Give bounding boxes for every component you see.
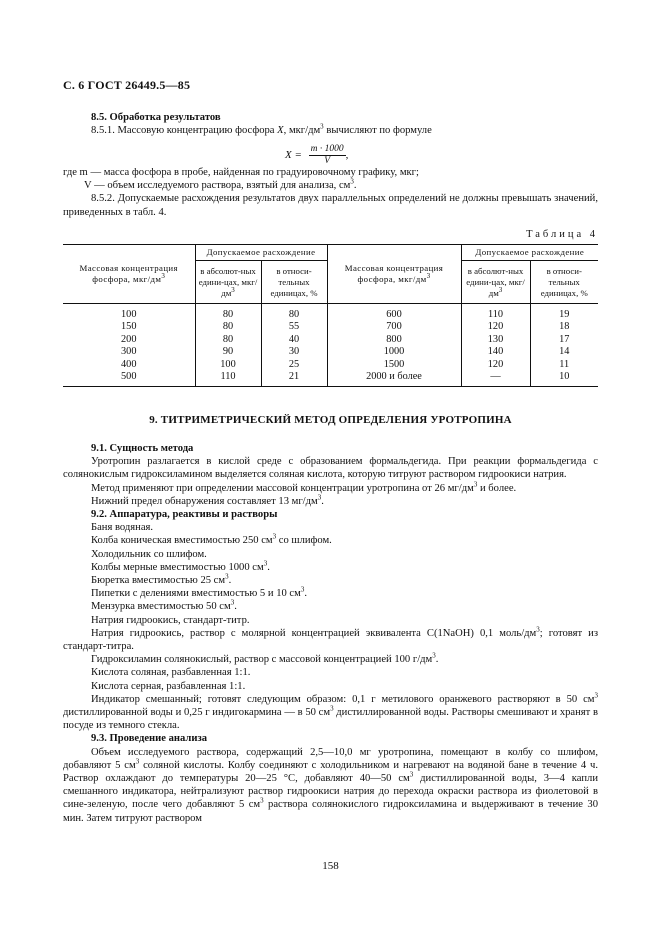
- table-cell: 19: [530, 304, 598, 322]
- table-row: [63, 334, 598, 346]
- table-caption: Таблица 4: [526, 229, 598, 240]
- text: Колба коническая вместимостью 250 см: [91, 535, 273, 547]
- sup: 3: [594, 691, 598, 700]
- sup: 3: [300, 585, 305, 594]
- text: .: [234, 601, 237, 613]
- item-hydroxylamine: [63, 653, 598, 666]
- section-8-5: [63, 111, 598, 137]
- where-v: [63, 179, 598, 192]
- formula-fraction: [309, 144, 346, 167]
- para-9-3: [63, 746, 598, 825]
- table-cell: 110: [195, 371, 261, 387]
- table-cell: 11: [530, 359, 598, 371]
- formula-lhs: X =: [285, 149, 302, 162]
- table-cell: 200: [121, 333, 137, 345]
- sup: 3: [330, 704, 334, 713]
- text: Массовая концентрация фосфора, мкг/дм: [344, 263, 444, 284]
- para-9-1-c: [63, 495, 598, 508]
- item-flask: [63, 534, 598, 547]
- col-header-abs-2: [461, 261, 530, 304]
- text: Нижний предел обнаружения составляет 13 мг/дм: [91, 495, 318, 507]
- table-cell: 80: [195, 321, 261, 333]
- table-cell: 18: [530, 321, 598, 333]
- table-cell: 80: [195, 334, 261, 346]
- item-cooler: Холодильник со шлифом.: [91, 548, 207, 560]
- para-9-1-a: Уротропин разлагается в кислой среде с образованием формальдегида. При реакции формальдегида с солянокислым гидроксиламином выделяется соляная кислота, которую титруют раствором гидроокиси натрия.: [63, 456, 598, 481]
- page-number: 158: [322, 860, 339, 872]
- text: V — объем исследуемого раствора, взятый для анализа, см: [84, 180, 351, 192]
- sup: 3: [272, 532, 277, 541]
- table-cell: 120: [461, 359, 530, 371]
- text: Бюретка вместимостью 25 см: [91, 575, 226, 587]
- text: .: [353, 180, 357, 192]
- var-x: X: [277, 125, 284, 137]
- table-cell: 25: [261, 359, 327, 371]
- table-cell: 300: [121, 346, 137, 358]
- sup: 3: [260, 796, 264, 805]
- sup: 3: [225, 572, 229, 581]
- item-h2so4: Кислота серная, разбавленная 1:1.: [91, 680, 246, 692]
- sup: 3: [498, 285, 503, 294]
- table-cell: 30: [261, 346, 327, 358]
- text: соляной кислоты. Колбу соединяют с холодильником и нагревают на водяной бане в течение 4 ч. Раствор охлаждают до температуры 20—25 °С, добавляют 40—50 см: [63, 759, 598, 785]
- item-bath: Баня водяная.: [91, 522, 154, 534]
- sup: 3: [473, 480, 478, 489]
- section-9-body: [63, 442, 598, 825]
- text: в абсолют-ных едини-цах, мкг/дм: [198, 265, 258, 298]
- table-cell: 1500: [327, 359, 461, 371]
- col-header-rel: в относи-тельных единицах, %: [261, 261, 327, 304]
- sup: 3: [231, 285, 235, 294]
- table-cell: 80: [261, 304, 327, 322]
- table-cell: 140: [461, 346, 530, 358]
- heading-9-1: 9.1. Сущность метода: [91, 443, 194, 454]
- text: Натрия гидроокись, раствор с молярной концентрацией эквивалента C(1NaOH) 0,1 моль/дм: [91, 627, 537, 639]
- text: Индикатор смешанный; готовят следующим образом: 0,1 г метилового оранжевого растворяют в 50 см: [91, 693, 595, 705]
- formula-explanation: [63, 166, 598, 219]
- text: и более.: [477, 482, 517, 494]
- text: дистиллированной воды и 0,25 г индигокармина — в 50 см: [63, 707, 331, 719]
- table-4: [63, 244, 598, 387]
- text: .: [228, 575, 232, 587]
- sup: 3: [320, 122, 324, 131]
- table-cell: 90: [195, 346, 261, 358]
- page-header: С. 6 ГОСТ 26449.5—85: [63, 78, 191, 92]
- table-cell: 700: [327, 321, 461, 333]
- col-header-group-2: Допускаемое расхождение: [461, 245, 598, 261]
- table-cell: 14: [530, 346, 598, 358]
- text: Массовая концентрация фосфора, мкг/дм: [79, 263, 178, 284]
- sup: 3: [350, 177, 354, 186]
- text: Гидроксиламин солянокислый, раствор с массовой концентрацией 100 г/дм: [91, 654, 433, 666]
- formula-tail: ,: [345, 149, 349, 162]
- col-header-rel-2: в относи-тельных единицах, %: [530, 261, 598, 304]
- table-row: [63, 321, 598, 333]
- table-cell: 2000 и более: [327, 371, 461, 387]
- para-8-5-1: [63, 124, 598, 137]
- item-burette: [63, 574, 598, 587]
- text: .: [304, 588, 307, 600]
- item-volumetric-flasks: [63, 561, 598, 574]
- text: Колбы мерные вместимостью 1000 см: [91, 561, 264, 573]
- text: Мензурка вместимостью 50 см: [91, 601, 231, 613]
- col-header-group: Допускаемое расхождение: [195, 245, 327, 261]
- table-cell: 400: [121, 358, 137, 370]
- sup: 3: [135, 757, 140, 766]
- table-cell: 600: [327, 304, 461, 322]
- sup: 3: [426, 272, 431, 281]
- table-row: [63, 346, 598, 358]
- sup: 3: [432, 651, 436, 660]
- table-cell: 40: [261, 334, 327, 346]
- text: .: [321, 495, 324, 507]
- table-cell: 1000: [327, 346, 461, 358]
- text: 8.5.1. Массовую концентрацию фосфора: [91, 125, 278, 137]
- item-naoh-standard: Натрия гидроокись, стандарт-титр.: [91, 614, 250, 626]
- heading-9-2: 9.2. Аппаратура, реактивы и растворы: [91, 509, 278, 521]
- item-pipettes: [63, 587, 598, 600]
- table-row: [63, 371, 598, 387]
- sup: 3: [230, 598, 235, 607]
- heading-9-3: 9.3. Проведение анализа: [91, 733, 207, 745]
- table-body: [63, 304, 598, 387]
- table-cell: 10: [530, 371, 598, 387]
- sup: 3: [317, 493, 322, 502]
- text: в абсолют-ных едини-цах, мкг/дм: [466, 265, 525, 298]
- text: дистиллированной воды, 3—4 капли смешанного индикатора, нейтрализуют раствор гидроокиси натрия до перехода окраски раствора из фиолетовой в сине-зеленую, после чего добавляют 5 см: [63, 773, 598, 811]
- table-cell: 80: [195, 304, 261, 322]
- text: .: [435, 654, 439, 666]
- text: Объем исследуемого раствора, содержащий 2,5—10,0 мг уротропина, помещают в колбу со шлифом, добавляют 5 см: [63, 746, 598, 771]
- sup: 3: [536, 625, 540, 634]
- table-cell: 130: [461, 334, 530, 346]
- para-8-5-2: 8.5.2. Допускаемые расхождения результатов двух параллельных определений не должны превышать значений, приведенных в табл. 4.: [63, 193, 598, 218]
- sup: 3: [161, 272, 166, 281]
- text: .: [267, 561, 270, 573]
- text: раствора солянокислого гидроксиламина и выдерживают в течение 30 мин. Затем титруют раствором: [63, 799, 598, 824]
- table-cell: 100: [121, 309, 137, 320]
- section-9-title: 9. ТИТРИМЕТРИЧЕСКИЙ МЕТОД ОПРЕДЕЛЕНИЯ УРОТРОПИНА: [149, 414, 512, 426]
- where-m: где m — масса фосфора в пробе, найденная по градуировочному графику, мкг;: [63, 167, 419, 178]
- text: Пипетки с делениями вместимостью 5 и 10 см: [91, 588, 301, 600]
- table-cell: 55: [261, 321, 327, 333]
- item-naoh-solution: [63, 627, 598, 653]
- item-indicator: [63, 693, 598, 733]
- text: со шлифом.: [276, 535, 332, 547]
- formula-numerator: m · 1000: [310, 144, 344, 154]
- table-cell: 800: [327, 334, 461, 346]
- heading-8-5: 8.5. Обработка результатов: [91, 112, 221, 123]
- item-hcl: Кислота соляная, разбавленная 1:1.: [91, 667, 251, 679]
- table-cell: 17: [530, 334, 598, 346]
- formula-denominator: V: [324, 156, 331, 166]
- text: ; готовят из стандарт-титра.: [63, 627, 599, 653]
- table-cell: 21: [261, 371, 327, 387]
- sup: 3: [409, 770, 414, 779]
- text: дистиллированной воды. Растворы смешивают и хранят в посуде из темного стекла.: [63, 707, 598, 732]
- table-cell: 500: [63, 371, 195, 387]
- table-cell: 150: [121, 321, 137, 333]
- item-measuring-cylinder: [63, 600, 598, 613]
- para-9-1-b: [63, 482, 598, 495]
- formula: [285, 144, 348, 167]
- text: , мкг/дм: [283, 125, 321, 137]
- table-row: [63, 304, 598, 322]
- table-cell: 120: [461, 321, 530, 333]
- table-row: [63, 359, 598, 371]
- text: вычисляют по формуле: [323, 125, 432, 137]
- col-header-concentration: [63, 245, 195, 304]
- col-header-abs: [195, 261, 261, 304]
- table-cell: 100: [195, 359, 261, 371]
- text: Метод применяют при определении массовой концентрации уротропина от 26 мг/дм: [91, 482, 474, 494]
- sup: 3: [263, 559, 268, 568]
- col-header-concentration-2: [327, 245, 461, 304]
- table-cell: 110: [461, 304, 530, 322]
- table-cell: —: [461, 371, 530, 387]
